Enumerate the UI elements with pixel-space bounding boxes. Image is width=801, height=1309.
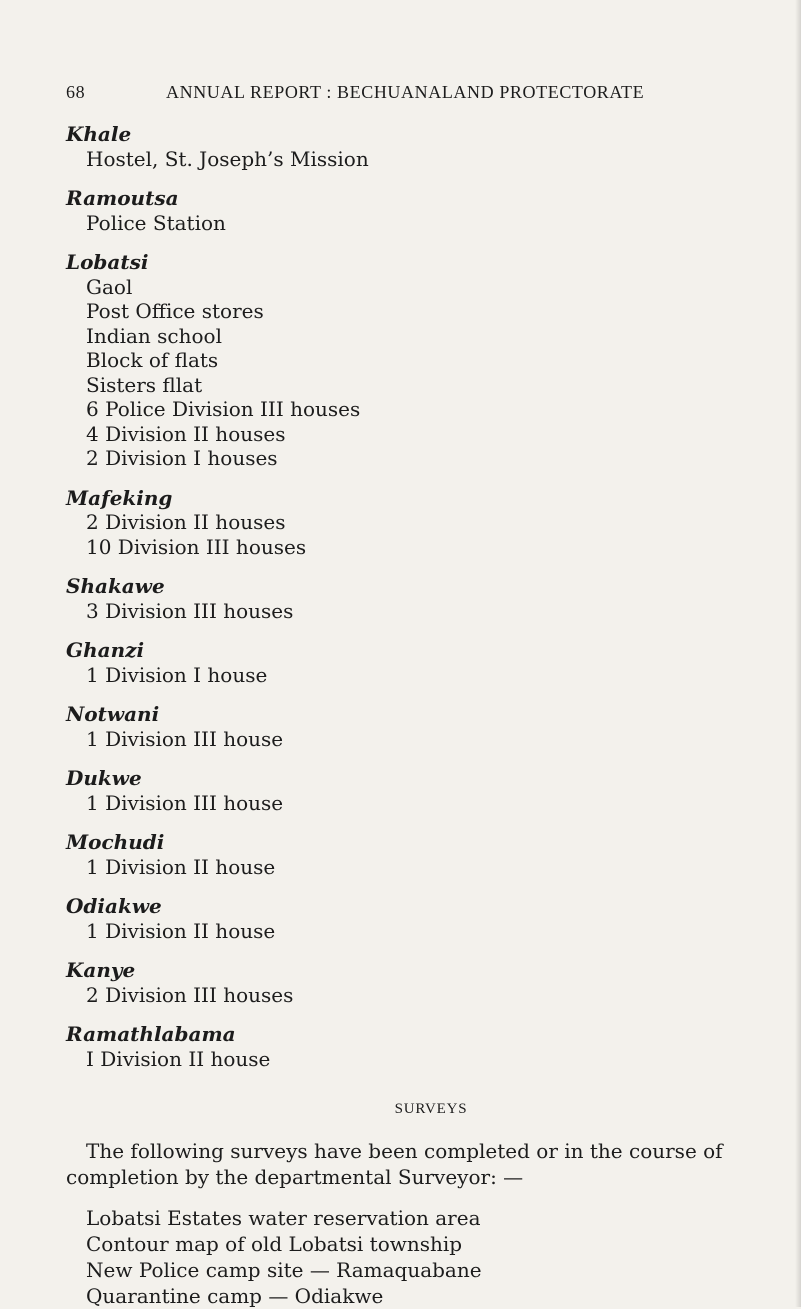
building-item: Hostel, St. Joseph’s Mission: [86, 146, 369, 171]
place-section: [66, 250, 776, 471]
place-name: Ramoutsa: [66, 186, 179, 210]
building-item: Gaol: [86, 274, 133, 299]
running-title: ANNUAL REPORT : BECHUANALAND PROTECTORATE: [166, 82, 645, 102]
place-section: [66, 894, 776, 943]
place-section: [66, 702, 776, 751]
building-item: Indian school: [86, 323, 222, 348]
building-item: I Division II house: [86, 1046, 271, 1071]
building-item: 10 Division III houses: [86, 534, 307, 559]
place-name: Mafeking: [66, 485, 173, 510]
survey-item: Quarantine camp — Odiakwe: [86, 1283, 384, 1308]
place-name: Ghanzi: [66, 638, 145, 662]
place-name: Khale: [66, 122, 132, 146]
building-item: Post Office stores: [86, 299, 264, 323]
place-section: [66, 766, 776, 815]
building-item: Block of flats: [86, 348, 219, 372]
building-item: 3 Division III houses: [86, 598, 294, 623]
place-section: [66, 638, 776, 687]
building-item: 1 Division I house: [86, 662, 268, 687]
place-name: Notwani: [66, 702, 160, 726]
building-item: Sisters fllat: [86, 372, 203, 397]
place-section: [66, 830, 776, 879]
building-item: 2 Division II houses: [86, 510, 286, 534]
building-item: 2 Division III houses: [86, 982, 294, 1007]
survey-list: [66, 1205, 776, 1309]
building-item: 2 Division I houses: [86, 446, 278, 470]
building-item: 1 Division II house: [86, 918, 276, 943]
building-item: 1 Division II house: [86, 854, 276, 879]
surveys-intro-line-1: The following surveys have been completed or in the course of: [86, 1138, 723, 1163]
place-section: [66, 122, 776, 171]
place-name: Odiakwe: [66, 894, 162, 918]
place-section: [66, 486, 776, 560]
building-item: 4 Division II houses: [86, 421, 286, 446]
place-name: Dukwe: [66, 766, 142, 790]
place-section: [66, 574, 776, 623]
surveys-intro-line-2: completion by the departmental Surveyor: —: [66, 1164, 524, 1189]
place-name: Shakawe: [66, 574, 165, 598]
page-header: [66, 82, 736, 103]
place-section: [66, 958, 776, 1007]
building-item: 1 Division III house: [86, 790, 284, 815]
place-name: Lobatsi: [66, 250, 149, 274]
page-edge-shadow: [795, 0, 801, 1307]
building-item: 6 Police Division III houses: [86, 397, 361, 421]
survey-item: Contour map of old Lobatsi township: [86, 1231, 463, 1256]
building-item: Police Station: [86, 210, 226, 235]
survey-item: New Police camp site — Ramaquabane: [86, 1257, 482, 1282]
place-name: Mochudi: [66, 830, 165, 854]
surveys-heading: SURVEYS: [394, 1101, 468, 1117]
page-content: [66, 122, 776, 1309]
place-section: [66, 186, 776, 235]
place-section: [66, 1022, 776, 1071]
survey-item: Lobatsi Estates water reservation area: [86, 1205, 481, 1230]
place-name: Kanye: [66, 958, 136, 982]
page-number: 68: [66, 82, 86, 102]
place-name: Ramathlabama: [66, 1022, 236, 1046]
surveys-intro: [66, 1138, 776, 1190]
places-list: [66, 122, 776, 1071]
building-item: 1 Division III house: [86, 726, 284, 751]
